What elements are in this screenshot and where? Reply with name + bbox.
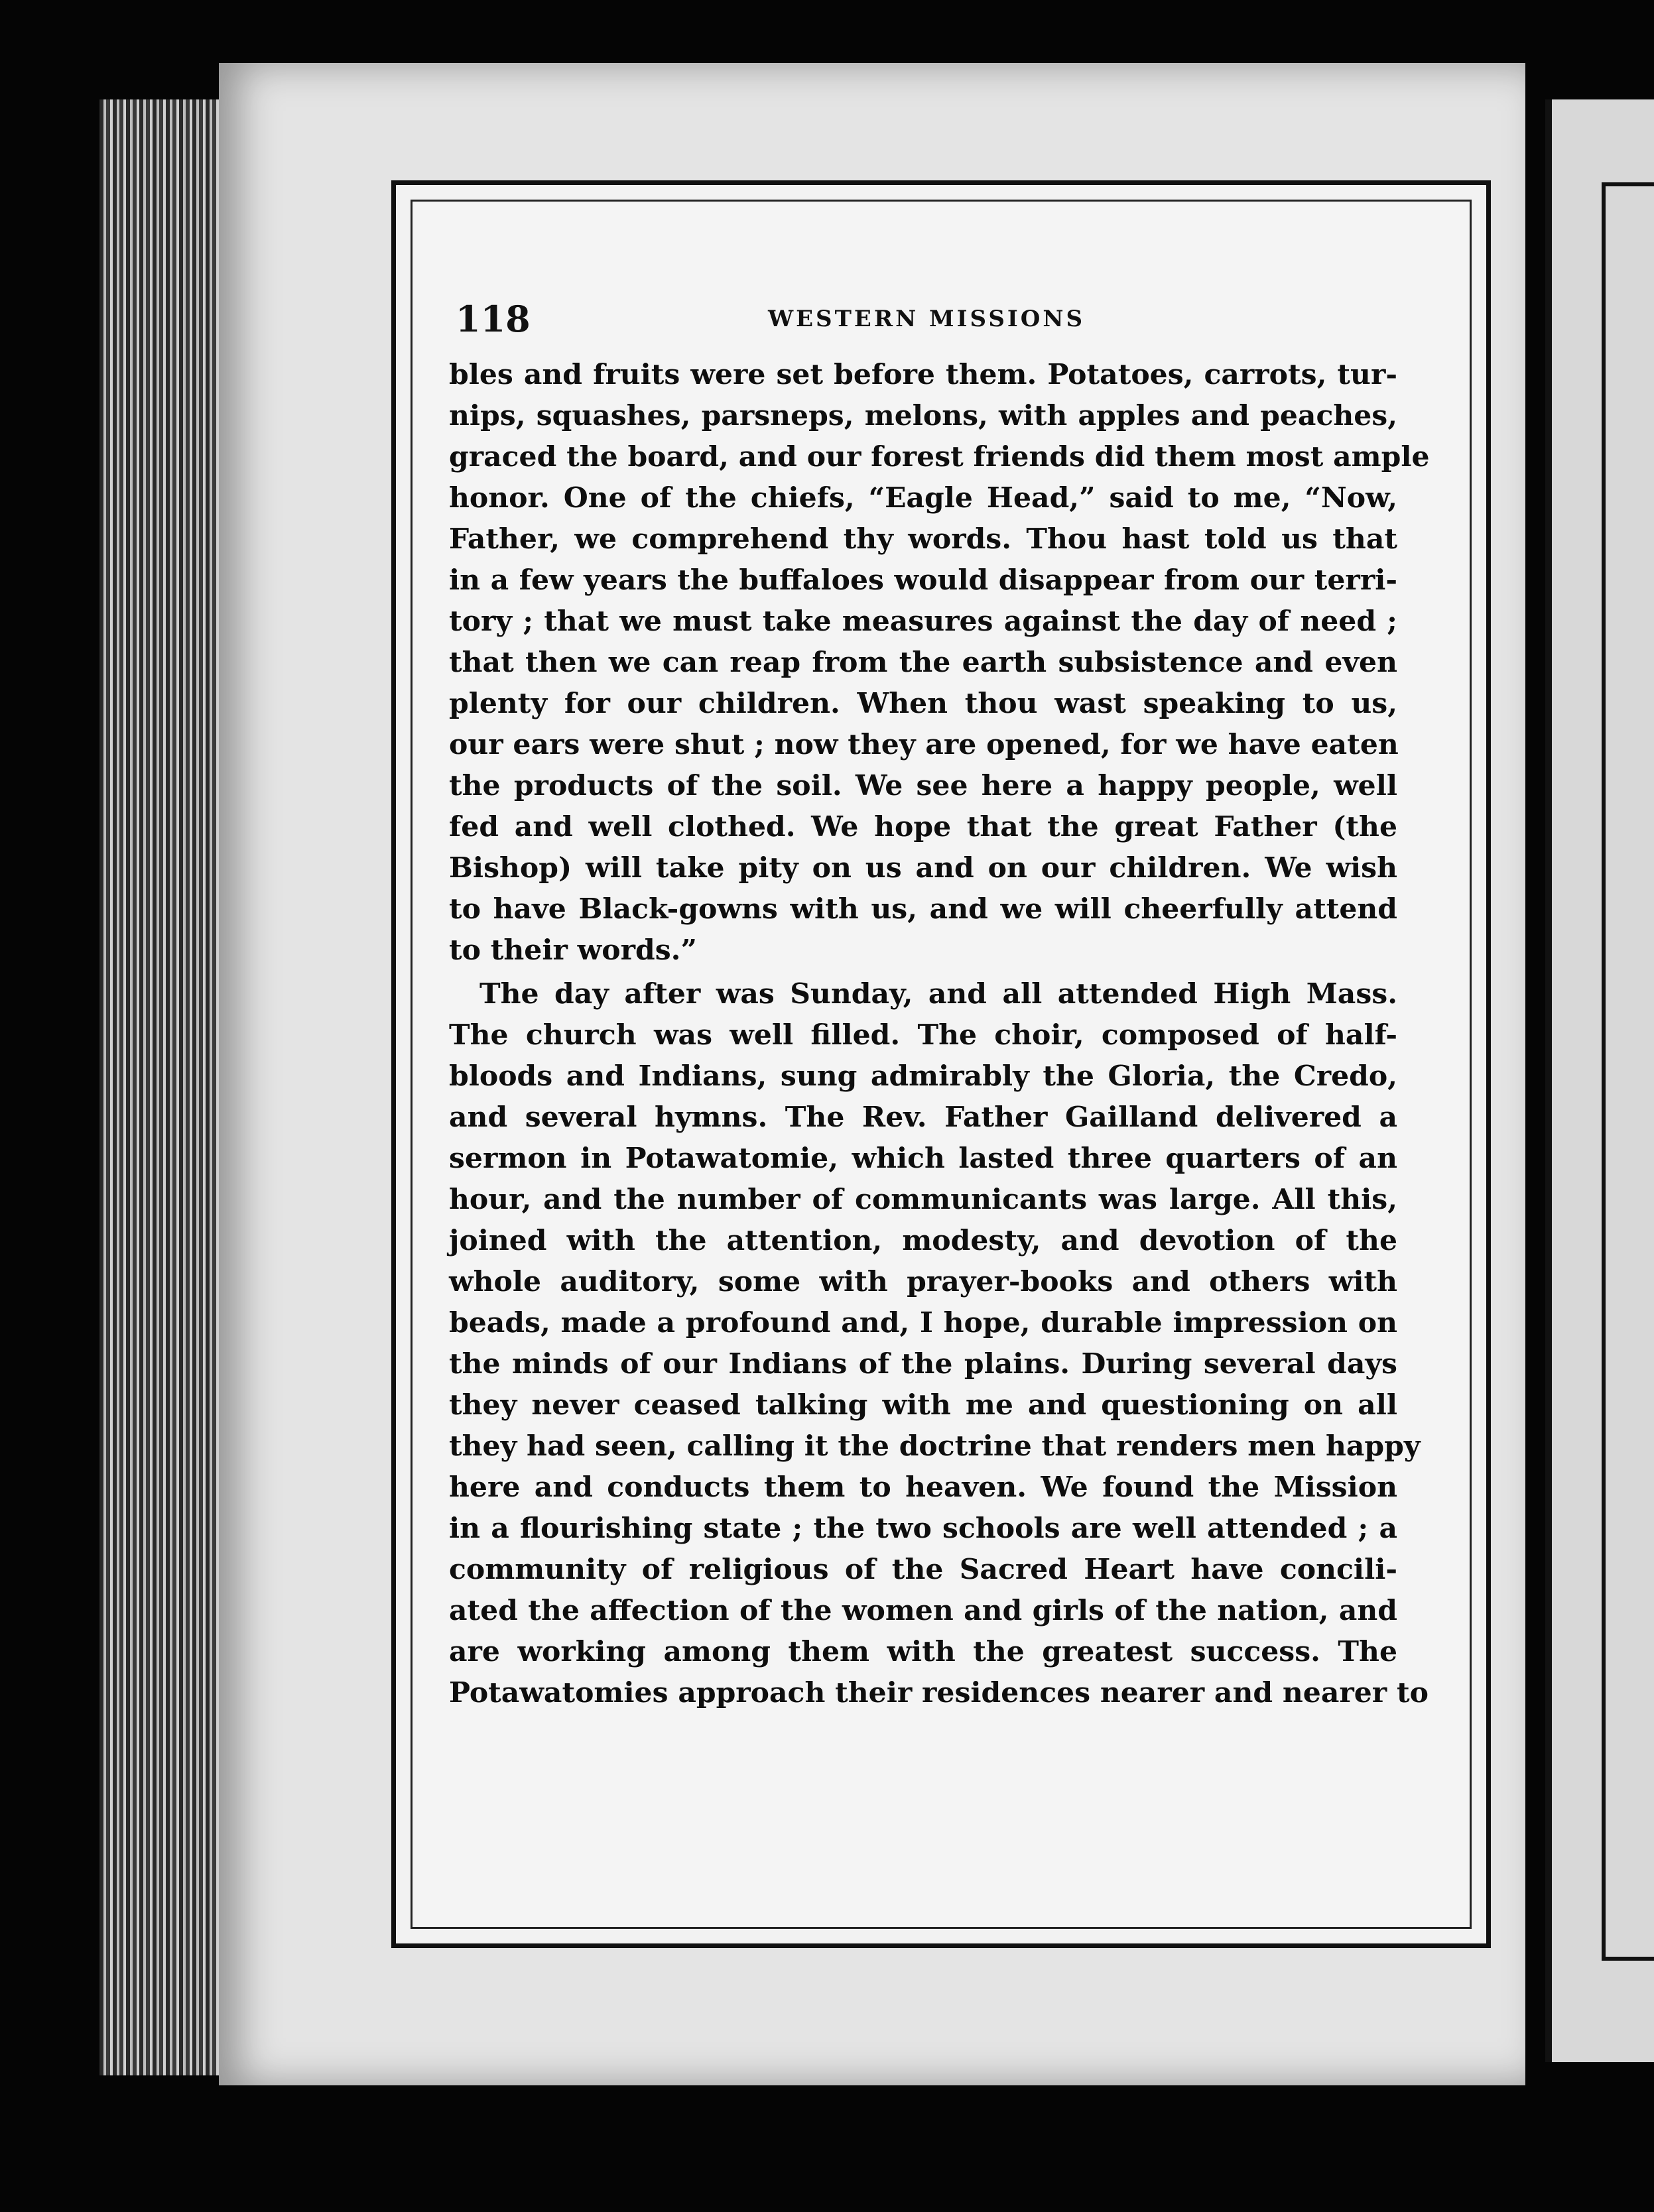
- text-line: in a flourishing state ; the two schools are well attended ; a: [449, 1512, 1397, 1545]
- text-line: are working among them with the greatest success. The: [449, 1635, 1397, 1668]
- text-line: Father, we comprehend thy words. Thou hast told us that: [449, 522, 1397, 556]
- page-number: 118: [456, 298, 531, 340]
- running-title: WESTERN MISSIONS: [767, 306, 1086, 332]
- text-line: honor. One of the chiefs, “Eagle Head,” said to me, “Now,: [449, 481, 1397, 515]
- text-line: the products of the soil. We see here a happy people, well: [449, 769, 1397, 802]
- text-line: joined with the attention, modesty, and devotion of the: [449, 1224, 1397, 1257]
- text-line: beads, made a profound and, I hope, durable impression on: [449, 1306, 1397, 1339]
- body-text: [449, 354, 1430, 1713]
- text-line: The day after was Sunday, and all attended High Mass.: [479, 977, 1397, 1011]
- text-line: they never ceased talking with me and questioning on all: [449, 1388, 1397, 1422]
- text-line: tory ; that we must take measures against the day of need ;: [449, 605, 1397, 638]
- text-line: community of religious of the Sacred Heart have concili-: [449, 1553, 1397, 1586]
- text-line: bles and fruits were set before them. Potatoes, carrots, tur-: [449, 358, 1397, 391]
- text-line: bloods and Indians, sung admirably the Gloria, the Credo,: [449, 1060, 1397, 1093]
- text-line: sermon in Potawatomie, which lasted three quarters of an: [449, 1142, 1397, 1175]
- text-line: and several hymns. The Rev. Father Gailland delivered a: [449, 1101, 1397, 1134]
- text-line: they had seen, calling it the doctrine that renders men happy: [449, 1430, 1421, 1463]
- paragraph: [449, 354, 1430, 971]
- text-line: The church was well filled. The choir, composed of half-: [449, 1018, 1397, 1052]
- page-edges: [99, 99, 232, 2075]
- paragraph: [449, 973, 1429, 1713]
- text-line: ated the affection of the women and girls of the nation, and: [449, 1594, 1397, 1627]
- facing-page-frame: [1602, 182, 1654, 1961]
- text-line: that then we can reap from the earth subsistence and even: [449, 646, 1397, 679]
- page-header: [456, 298, 1397, 344]
- text-line: the minds of our Indians of the plains. During several days: [449, 1347, 1397, 1381]
- text-line: Bishop) will take pity on us and on our children. We wish: [449, 851, 1397, 885]
- text-line: to their words.”: [449, 934, 697, 967]
- text-line: nips, squashes, parsneps, melons, with apples and peaches,: [449, 399, 1397, 432]
- text-line: to have Black-gowns with us, and we will cheerfully attend: [449, 892, 1397, 926]
- text-line: plenty for our children. When thou wast speaking to us,: [449, 687, 1397, 720]
- text-line: whole auditory, some with prayer-books and others with: [449, 1265, 1397, 1298]
- text-line: here and conducts them to heaven. We found the Mission: [449, 1471, 1397, 1504]
- text-line: graced the board, and our forest friends did them most ample: [449, 440, 1430, 473]
- text-frame: [391, 180, 1491, 1948]
- text-line: our ears were shut ; now they are opened, for we have eaten: [449, 728, 1399, 761]
- text-line: hour, and the number of communicants was large. All this,: [449, 1183, 1397, 1216]
- text-line: Potawatomies approach their residences nearer and nearer to: [449, 1676, 1429, 1709]
- text-line: in a few years the buffaloes would disappear from our terri-: [449, 564, 1397, 597]
- text-line: fed and well clothed. We hope that the great Father (the: [449, 810, 1397, 843]
